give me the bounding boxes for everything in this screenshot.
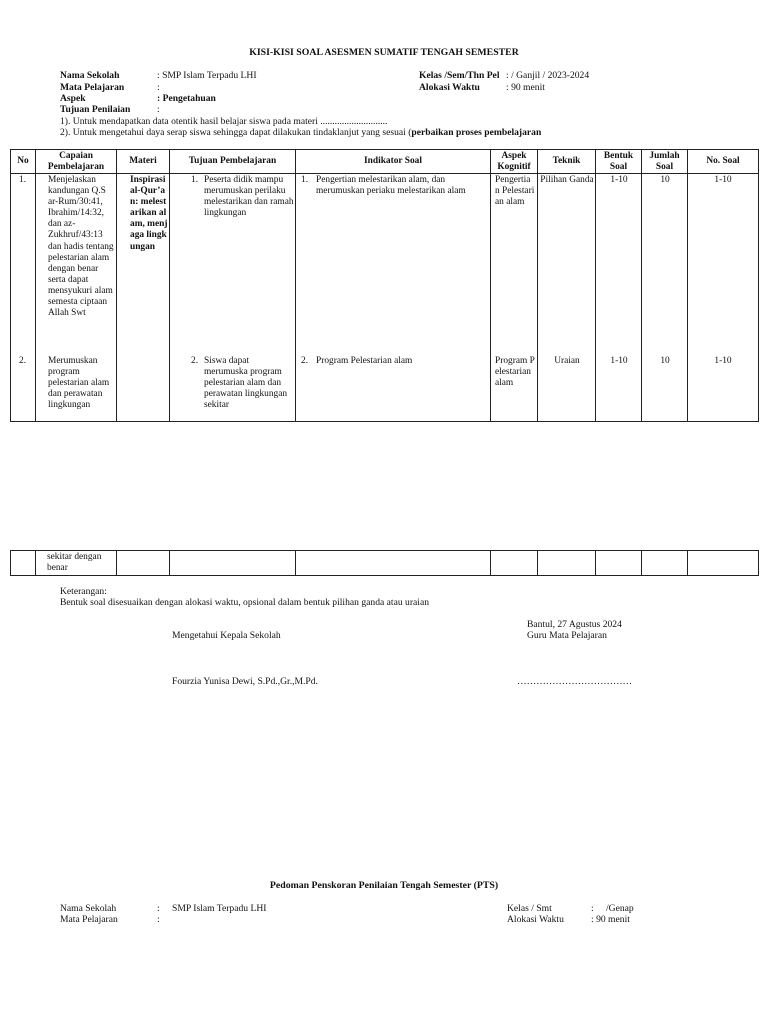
- goal-line-2-text: 2). Untuk mengetahui daya serap siswa sehingga dapat dilakukan tindaklanjut yang sesuai (: [60, 127, 412, 138]
- row2-nosoal: 1-10: [714, 356, 732, 366]
- notes-text: Bentuk soal disesuaikan dengan alokasi waktu, opsional dalam bentuk pilihan ganda atau uraian: [60, 597, 429, 608]
- row1-nosoal: 1-10: [714, 175, 732, 185]
- row2-capaian: Merumuskan program pelestarian alam dan perawatan lingkungan: [48, 356, 110, 411]
- goal-label: Tujuan Penilaian: [60, 104, 131, 115]
- goal-line-2: [60, 127, 541, 138]
- goal-value: :: [157, 104, 160, 115]
- row2-teknik: Uraian: [554, 356, 580, 366]
- row1-indikator: Pengertian melestarikan alam, dan merumuskan periaku melestarikan alam: [316, 175, 466, 197]
- header-jumlah: Jumlah Soal: [642, 150, 688, 174]
- row1-no: 1.: [19, 175, 27, 185]
- class-value: : / Ganjil / 2023-2024: [506, 70, 590, 81]
- row2-aspek: Program Pelestarian alam: [495, 356, 535, 389]
- subject-label: Mata Pelajaran: [60, 82, 125, 93]
- head-role: Mengetahui Kepala Sekolah: [172, 630, 281, 641]
- row1-tujuan-no: 1.: [191, 175, 199, 185]
- document-title: KISI-KISI SOAL ASESMEN SUMATIF TENGAH SEMESTER: [249, 47, 519, 58]
- row2-indikator-no: 2.: [301, 356, 309, 366]
- table-body-cell: [11, 174, 759, 422]
- header-bentuk: Bentuk Soal: [596, 150, 642, 174]
- teacher-name: ………………………………: [517, 676, 633, 687]
- goal-line-2-emphasis: perbaikan proses pembelajaran: [411, 127, 542, 138]
- row1-teknik: Pilihan Ganda: [540, 175, 594, 185]
- header-teknik: Teknik: [538, 150, 596, 174]
- table-row: [11, 174, 759, 422]
- row1-tujuan: Peserta didik mampu merumuskan perilaku melestarikan dan ramah lingkungan: [204, 175, 294, 219]
- kisi-kisi-table: [10, 149, 759, 422]
- class-label: Kelas /Sem/Thn Pel: [419, 70, 500, 81]
- continuation-row: [11, 551, 759, 576]
- subject-value: :: [157, 82, 160, 93]
- pts-school-label: Nama Sekolah: [60, 903, 117, 914]
- pts-class-label: Kelas / Smt: [507, 903, 552, 914]
- pts-time-value: : 90 menit: [591, 914, 630, 925]
- header-nosoal: No. Soal: [688, 150, 759, 174]
- row1-materi: Inspirasi al-Qur’an: melestarikan alam, menjaga lingkungan: [130, 175, 168, 252]
- continuation-table: [10, 550, 759, 576]
- aspect-label: Aspek: [60, 93, 86, 104]
- school-value: : SMP Islam Terpadu LHI: [157, 70, 257, 81]
- time-label: Alokasi Waktu: [419, 82, 480, 93]
- header-no: No: [11, 150, 36, 174]
- row1-aspek: Pengertian Pelestarian alam: [495, 175, 535, 208]
- teacher-role: Guru Mata Pelajaran: [527, 630, 607, 641]
- table-body: [11, 174, 758, 421]
- time-value: : 90 menit: [506, 82, 545, 93]
- header-capaian: Capaian Pembelajaran: [36, 150, 117, 174]
- pts-school-value: SMP Islam Terpadu LHI: [172, 903, 267, 914]
- header-indikator: Indikator Soal: [296, 150, 491, 174]
- head-name: Fourzia Yunisa Dewi, S.Pd.,Gr.,M.Pd.: [172, 676, 318, 687]
- row1-jumlah: 10: [660, 175, 670, 185]
- aspect-value: : Pengetahuan: [157, 93, 216, 104]
- school-label: Nama Sekolah: [60, 70, 120, 81]
- table-header-row: [11, 150, 759, 174]
- row2-indikator: Program Pelestarian alam: [316, 356, 413, 366]
- row1-indikator-no: 1.: [301, 175, 309, 185]
- row2-jumlah: 10: [660, 356, 670, 366]
- pts-class-colon: :: [591, 903, 594, 914]
- row1-bentuk: 1-10: [610, 175, 628, 185]
- row2-bentuk: 1-10: [610, 356, 628, 366]
- goal-line-1: 1). Untuk mendapatkan data otentik hasil belajar siswa pada materi ............................: [60, 116, 388, 127]
- pts-subject-label: Mata Pelajaran: [60, 914, 118, 925]
- notes-label: Keterangan:: [60, 586, 107, 597]
- row2-no: 2.: [19, 356, 27, 366]
- pts-class-value: /Genap: [606, 903, 634, 914]
- pts-time-label: Alokasi Waktu: [507, 914, 564, 925]
- row2-tujuan: Siswa dapat merumuska program pelestarian alam dan perawatan lingkungan sekitar: [204, 356, 288, 411]
- pts-school-colon: :: [157, 903, 160, 914]
- row1-capaian: Menjelaskan kandungan Q.S ar-Rum/30:41, Ibrahim/14:32, dan az-Zukhruf/43:13 dan hadis tentang pelestarian alam dengan benar serta dapat mensyukuri alam semesta ciptaan Allah Swt: [48, 175, 114, 319]
- place-date: Bantul, 27 Agustus 2024: [527, 619, 622, 630]
- row2-tujuan-no: 2.: [191, 356, 199, 366]
- header-tujuan: Tujuan Pembelajaran: [170, 150, 296, 174]
- pts-subject-colon: :: [157, 914, 160, 925]
- header-materi: Materi: [117, 150, 170, 174]
- header-aspek: Aspek Kognitif: [491, 150, 538, 174]
- pts-title: Pedoman Penskoran Penilaian Tengah Semester (PTS): [269, 880, 499, 891]
- continuation-capaian: sekitar dengan benar: [36, 551, 117, 576]
